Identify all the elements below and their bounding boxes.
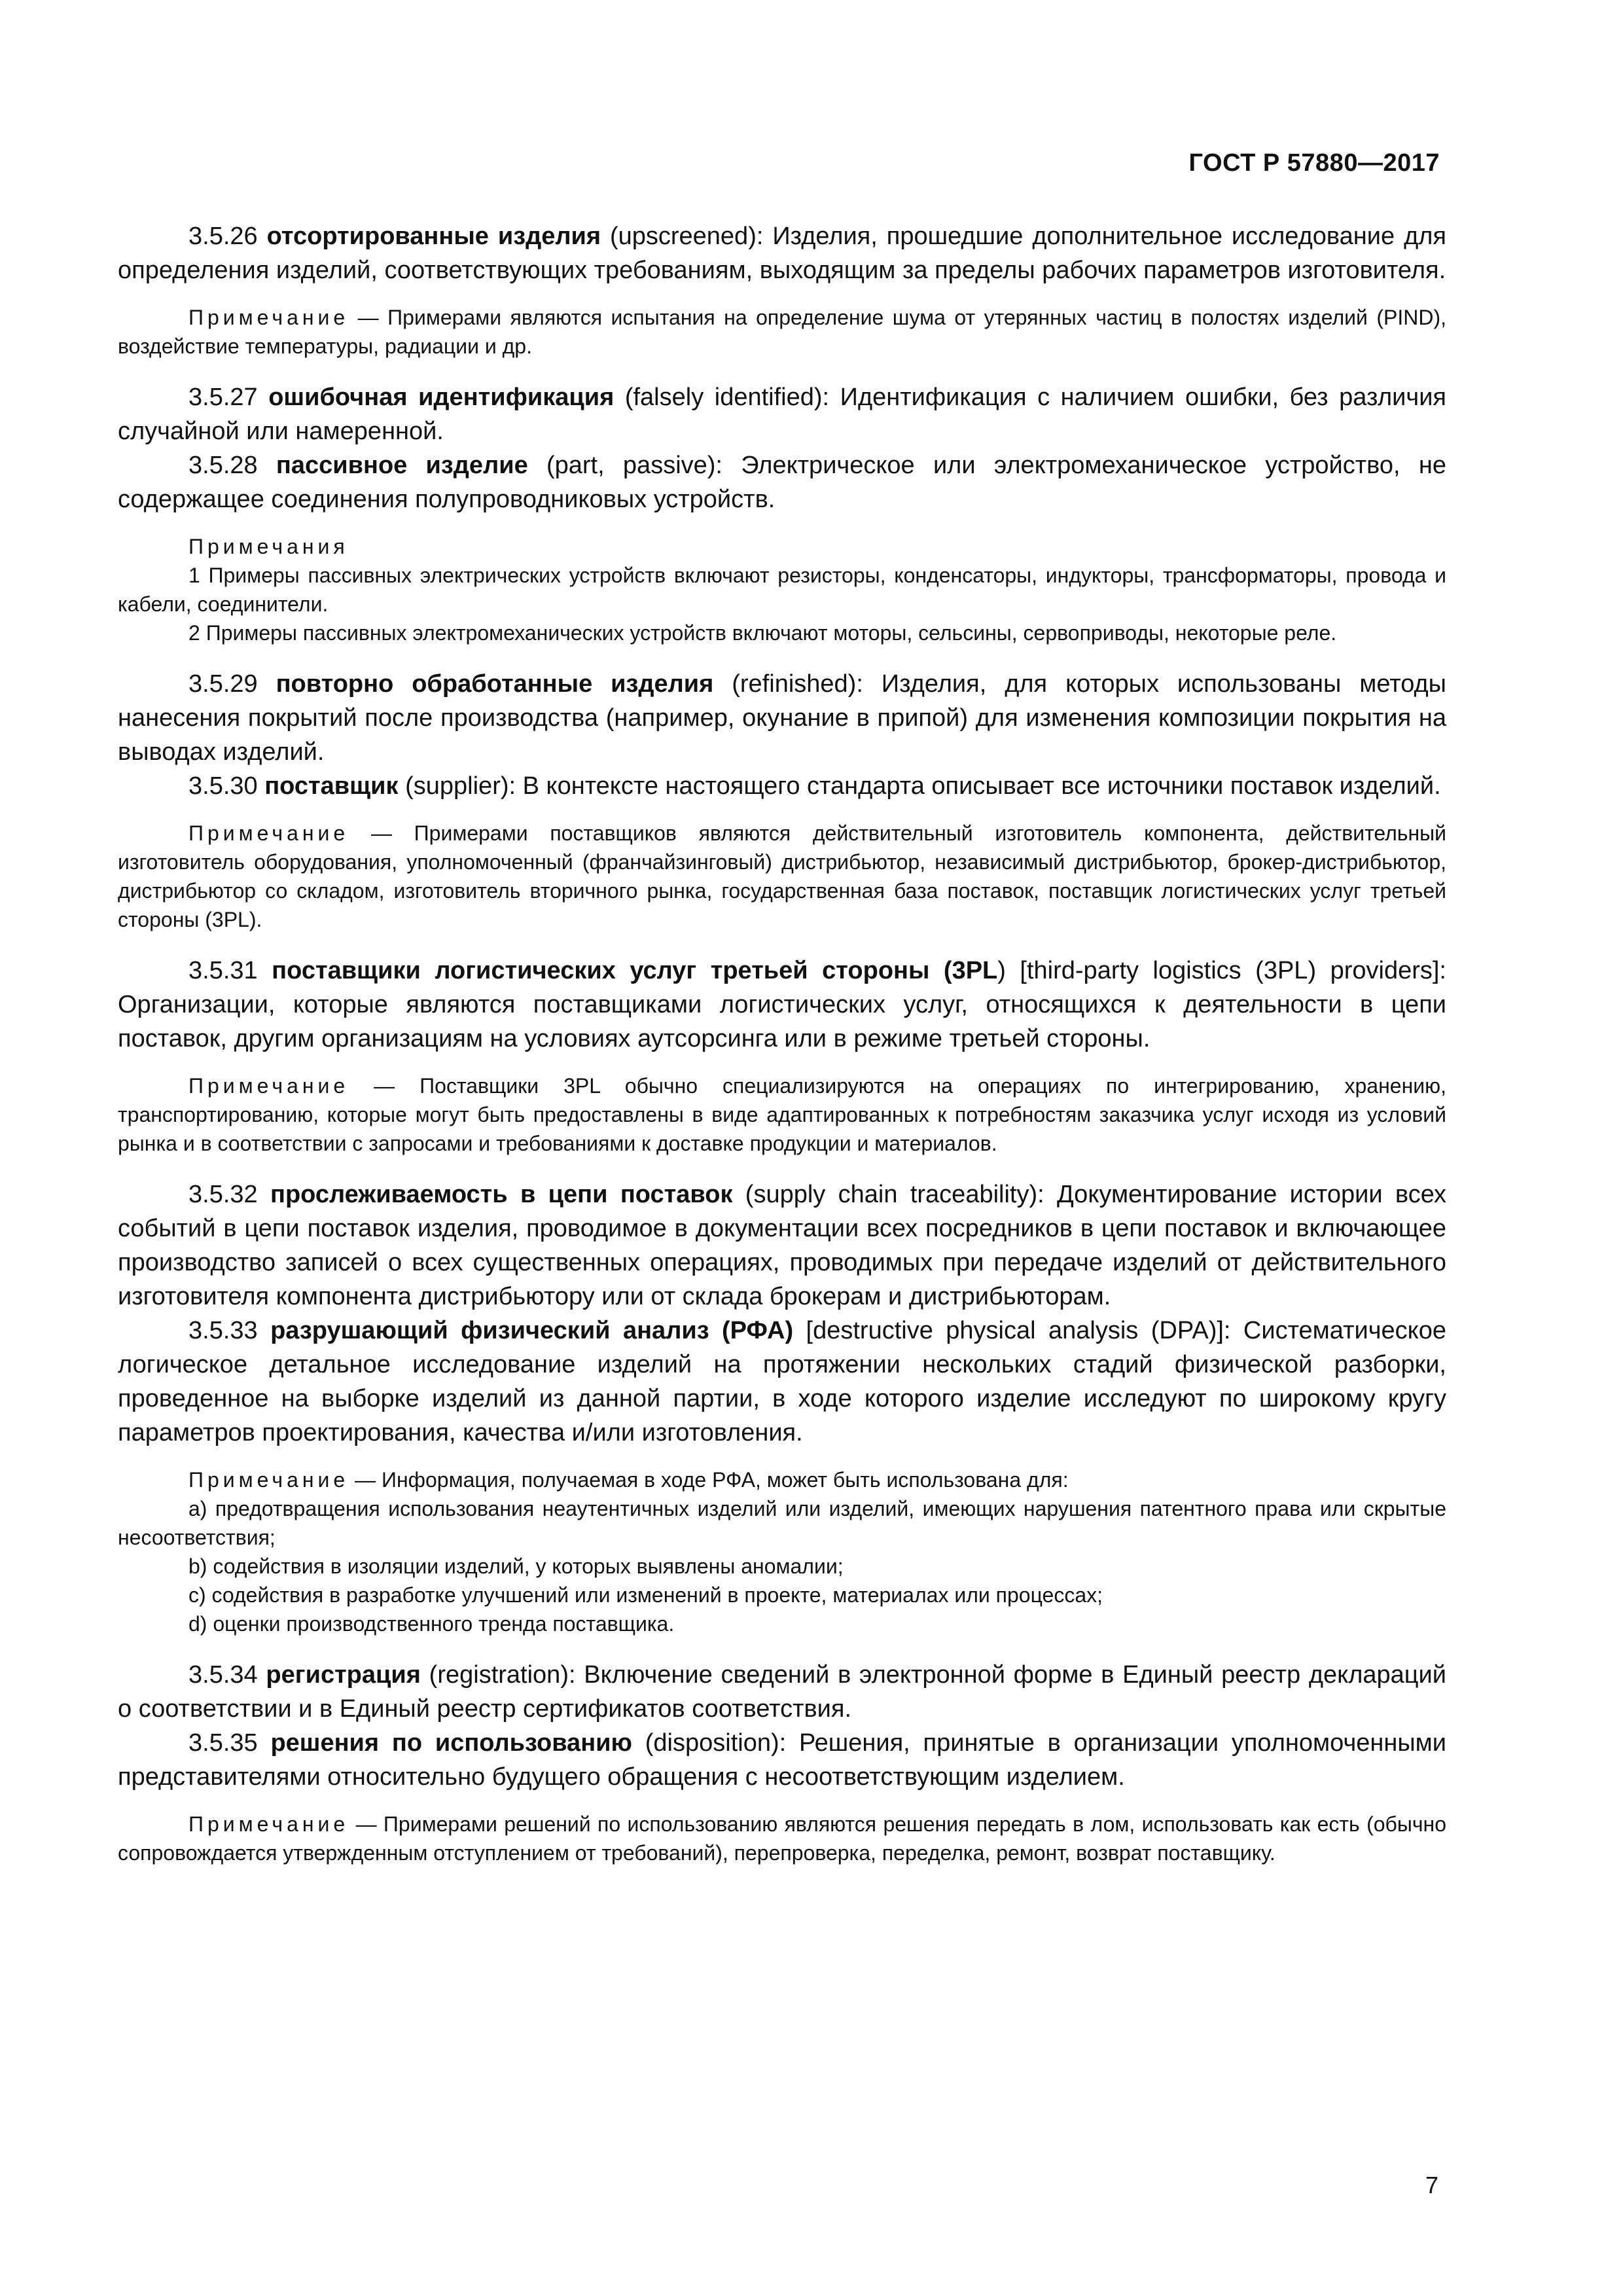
term-number: 3.5.32 [188, 1181, 270, 1208]
term-name: поставщик [264, 772, 399, 800]
term-name: ошибочная идентификация [268, 384, 615, 411]
term-3-5-26 [118, 219, 1446, 287]
term-definition: (falsely identified): Идентификация с наличием ошибки, без различия случайной или намеренной. [118, 384, 1446, 445]
note-3-5-30 [118, 819, 1446, 934]
term-number: 3.5.33 [188, 1317, 271, 1344]
term-name: регистрация [266, 1661, 421, 1689]
note-item: d) оценки производственного тренда поставщика. [188, 1612, 675, 1636]
term-definition: (part, passive): Электрическое или электромеханическое устройство, не содержащее соединения полупроводниковых устройств. [118, 452, 1446, 513]
page-number: 7 [1425, 2172, 1438, 2198]
term-name: разрушающий физический анализ (РФА) [270, 1317, 794, 1344]
note-text: — Примерами поставщиков являются действительный изготовитель компонента, действительный изготовитель оборудования, уполномоченный (франчайзинговый) дистрибьютор, независимый дистрибьютор, брокер-дистрибьютор, дистрибьютор со складом, изготовитель вторичного рынка, государственная база поставок, поставщик логистических услуг третьей стороны (3PL). [118, 821, 1446, 931]
term-name: отсортированные изделия [266, 223, 601, 250]
term-3-5-29 [118, 667, 1446, 769]
note-text: — Примерами решений по использованию являются решения передать в лом, использовать как есть (обычно сопровождается утвержденным отступлением от требований), перепроверка, переделка, ремонт, возврат поставщику. [118, 1812, 1446, 1865]
note-3-5-26 [118, 303, 1446, 361]
term-name: пассивное изделие [276, 452, 528, 479]
term-3-5-34 [118, 1658, 1446, 1726]
note-item: 1 Примеры пассивных электрических устройств включают резисторы, конденсаторы, индукторы, трансформаторы, провода и кабели, соединители. [118, 564, 1446, 616]
term-definition: (disposition): Решения, принятые в организации уполномоченными представителями относительно будущего обращения с несоответствующим изделием. [118, 1729, 1447, 1791]
term-name: прослеживаемость в цепи поставок [270, 1181, 733, 1208]
note-label: Примечание [188, 306, 349, 329]
note-3-5-33 [118, 1465, 1446, 1638]
term-definition: [destructive physical analysis (DPA)]: Систематическое логическое детальное исследование изделий на протяжении нескольких стадий физической разборки, проведенное на выборке изделий из данной партии, в ходе которого изделие исследуют по широкому кругу параметров проектирования, качества и/или изготовления. [118, 1317, 1446, 1446]
term-name: поставщики логистических услуг третьей стороны (3PL [272, 957, 998, 984]
term-definition: (supplier): В контексте настоящего стандарта описывает все источники поставок изделий. [398, 772, 1441, 800]
term-number: 3.5.35 [188, 1729, 271, 1757]
document-code: ГОСТ Р 57880—2017 [1188, 149, 1440, 177]
term-number: 3.5.26 [188, 223, 267, 250]
note-3-5-28 [118, 532, 1446, 647]
note-item: a) предотвращения использования неаутентичных изделий или изделий, имеющих нарушения патентного права или скрытые несоответствия; [118, 1497, 1446, 1549]
term-name: повторно обработанные изделия [276, 670, 714, 698]
term-3-5-31 [118, 954, 1446, 1056]
note-item: b) содействия в изоляции изделий, у которых выявлены аномалии; [188, 1554, 844, 1578]
note-label: Примечания [188, 535, 349, 558]
term-definition: (refinished): Изделия, для которых использованы методы нанесения покрытий после производства (например, окунание в припой) для изменения композиции покрытия на выводах изделий. [118, 670, 1446, 766]
term-3-5-32 [118, 1177, 1446, 1314]
term-number: 3.5.31 [188, 957, 272, 984]
note-label: Примечание [188, 1074, 349, 1098]
note-3-5-31 [118, 1071, 1446, 1158]
note-text: — Поставщики 3PL обычно специализируются на операциях по интегрированию, хранению, транспортированию, которые могут быть предоставлены в виде адаптированных к потребностям заказчика услуг исходя из условий рынка и в соответствии с запросами и требованиями к доставке продукции и материалов. [118, 1074, 1446, 1155]
term-3-5-28 [118, 448, 1446, 516]
note-item: c) содействия в разработке улучшений или изменений в проекте, материалах или процессах; [188, 1583, 1103, 1607]
term-name: решения по использованию [270, 1729, 632, 1757]
page-body [118, 219, 1446, 1887]
term-definition: (upscreened): Изделия, прошедшие дополнительное исследование для определения изделий, соответствующих требованиям, выходящим за пределы рабочих параметров изготовителя. [118, 223, 1446, 284]
note-label: Примечание [188, 1812, 349, 1836]
note-label: Примечание [188, 821, 349, 845]
term-number: 3.5.30 [188, 772, 265, 800]
term-definition: ) [third-party logistics (3PL) providers]: Организации, которые являются поставщиками логистических услуг, относящихся к деятельности в цепи поставок, другим организациям на условиях аутсорсинга или в режиме третьей стороны. [118, 957, 1446, 1052]
term-definition: (supply chain traceability): Документирование истории всех событий в цепи поставок изделия, проводимое в документации всех посредников в цепи поставок и включающее производство записей о всех существенных операциях, проводимых при передаче изделий от действительного изготовителя компонента дистрибьютору или от склада брокерам и дистрибьюторам. [118, 1181, 1446, 1310]
note-label: Примечание [188, 1468, 349, 1492]
note-text: — Примерами являются испытания на определение шума от утерянных частиц в полостях изделий (PIND), воздействие температуры, радиации и др. [118, 306, 1446, 358]
term-number: 3.5.28 [188, 452, 276, 479]
term-number: 3.5.27 [188, 384, 269, 411]
term-3-5-35 [118, 1726, 1446, 1794]
note-item: 2 Примеры пассивных электромеханических устройств включают моторы, сельсины, сервоприводы, некоторые реле. [188, 621, 1337, 645]
term-3-5-30 [118, 769, 1446, 803]
term-number: 3.5.34 [188, 1661, 266, 1689]
note-3-5-35 [118, 1810, 1446, 1867]
term-3-5-33 [118, 1314, 1446, 1450]
term-3-5-27 [118, 380, 1446, 448]
term-number: 3.5.29 [188, 670, 276, 698]
note-text: — Информация, получаемая в ходе РФА, может быть использована для: [349, 1468, 1069, 1492]
term-definition: (registration): Включение сведений в электронной форме в Единый реестр деклараций о соответствии и в Единый реестр сертификатов соответствия. [118, 1661, 1446, 1723]
